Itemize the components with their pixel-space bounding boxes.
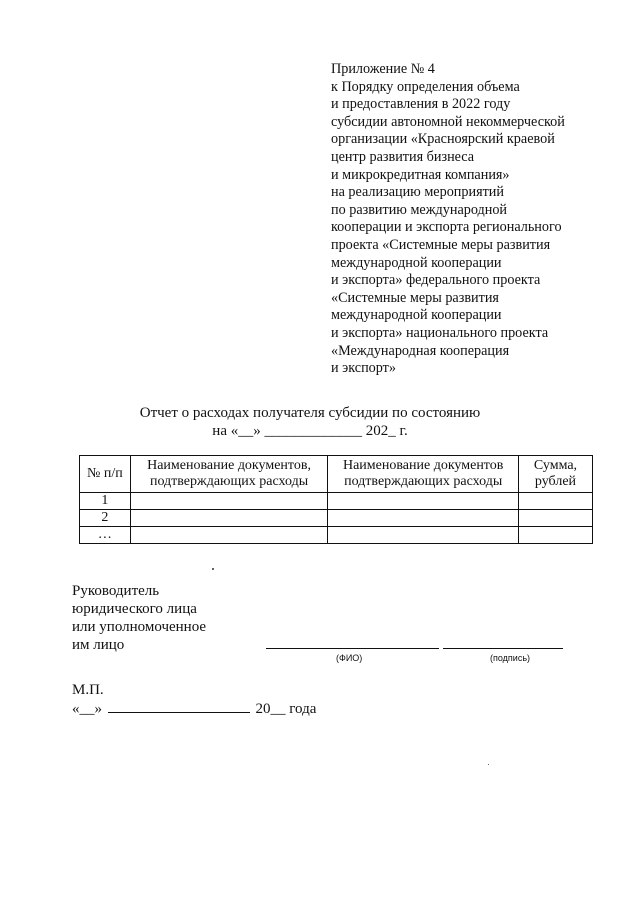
signer-line: или уполномоченное: [72, 619, 207, 635]
row-number: 2: [80, 510, 131, 527]
appendix-line: международной кооперации: [331, 307, 502, 324]
appendix-line: субсидии автономной некоммерческой: [331, 113, 565, 130]
table-row: [80, 510, 593, 527]
table-row: [80, 527, 593, 544]
table-row: [80, 493, 593, 510]
fio-caption: (ФИО): [336, 653, 363, 663]
row-number: 1: [80, 493, 131, 510]
date-year: 20__ года: [255, 701, 317, 717]
appendix-line: организации «Красноярский краевой: [331, 131, 555, 148]
appendix-line: центр развития бизнеса: [331, 148, 475, 165]
appendix-line: проекта «Системные меры развития: [331, 236, 551, 253]
report-title: Отчет о расходах получателя субсидии по состоянию: [139, 405, 481, 421]
fio-line[interactable]: [266, 648, 439, 649]
cell-amount[interactable]: [518, 493, 592, 510]
stamp-label: М.П.: [72, 682, 104, 698]
cell-documents-2[interactable]: [328, 510, 519, 527]
header-number: № п/п: [80, 456, 131, 493]
signature-line[interactable]: [443, 648, 563, 649]
signature-caption: (подпись): [490, 653, 531, 663]
table-header-row: [80, 456, 593, 493]
date-day: «__»: [72, 701, 102, 717]
report-date-line: на «__» _____________ 202_ г.: [212, 423, 408, 439]
scan-speck: [488, 764, 489, 765]
signing-date: [72, 698, 316, 718]
cell-amount[interactable]: [518, 527, 592, 544]
scan-speck: [212, 568, 214, 570]
date-month-blank[interactable]: [108, 698, 250, 713]
appendix-line: и экспорта» федерального проекта: [331, 272, 541, 289]
appendix-line: международной кооперации: [331, 254, 502, 271]
signer-label: [72, 582, 206, 654]
header-documents-2: Наименование документов подтверждающих расходы: [328, 456, 519, 493]
expenses-table: [79, 455, 593, 544]
cell-amount[interactable]: [518, 510, 592, 527]
appendix-line: «Системные меры развития: [331, 289, 499, 306]
cell-documents-2[interactable]: [328, 493, 519, 510]
appendix-line: и экспорт»: [331, 360, 396, 377]
appendix-line: «Международная кооперация: [331, 342, 510, 359]
appendix-line: и микрокредитная компания»: [331, 166, 510, 183]
cell-documents-2[interactable]: [328, 527, 519, 544]
header-amount: Сумма, рублей: [518, 456, 592, 493]
appendix-line: и предоставления в 2022 году: [331, 96, 511, 113]
appendix-line: по развитию международной: [331, 201, 508, 218]
appendix-line: к Порядку определения объема: [331, 78, 520, 95]
appendix-line: кооперации и экспорта регионального: [331, 219, 562, 236]
signer-line: юридического лица: [72, 601, 197, 617]
row-number: …: [80, 527, 131, 544]
appendix-line: Приложение № 4: [331, 61, 435, 77]
cell-documents-1[interactable]: [130, 527, 328, 544]
signer-line: им лицо: [72, 637, 125, 653]
appendix-line: на реализацию мероприятий: [331, 184, 504, 201]
header-documents-1: Наименование документов, подтверждающих расходы: [130, 456, 328, 493]
cell-documents-1[interactable]: [130, 493, 328, 510]
signer-line: Руководитель: [72, 583, 160, 599]
appendix-header: [331, 61, 601, 378]
cell-documents-1[interactable]: [130, 510, 328, 527]
appendix-line: и экспорта» национального проекта: [331, 324, 549, 341]
